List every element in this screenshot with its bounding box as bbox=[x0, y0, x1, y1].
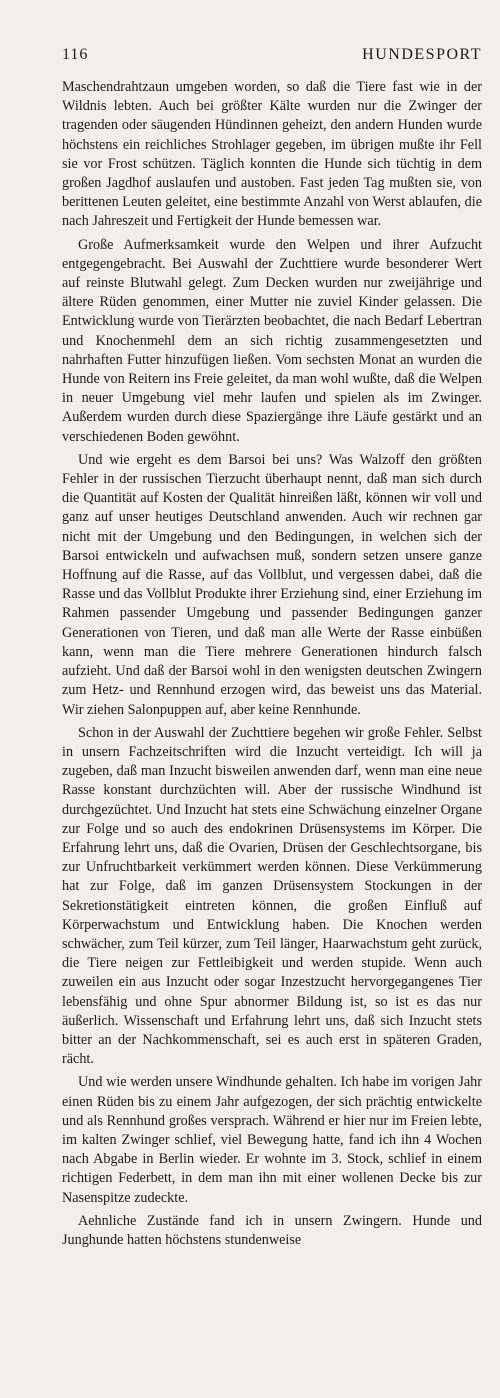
page-header bbox=[62, 46, 482, 68]
page-number: 116 bbox=[62, 46, 89, 63]
body-text bbox=[62, 78, 482, 1254]
paragraph: Aehnliche Zustände fand ich in unsern Zwingern. Hunde und Junghunde hatten höchstens stundenweise bbox=[62, 1212, 482, 1248]
paragraph: Schon in der Auswahl der Zuchttiere begehen wir große Fehler. Selbst in unsern Fachzeitschriften wird die Inzucht verteidigt. Ich will ja zugeben, daß man Inzucht bisweilen anwenden darf, wenn man eine neue Rasse konstant durchzüchten will. Aber der russische Windhund ist durchgezüchtet. Und Inzucht hat stets eine Schwächung einzelner Organe zur Folge und so auch des endokrinen Drüsensystems im Körper. Die Erfahrung lehrt uns, daß die Ovarien, Drüsen der Geschlechtsorgane, bis zur Unfruchtbarkeit verkümmert werden können. Diese Verkümmerung hat zur Folge, daß im ganzen Drüsensystem Stockungen in der Sekretionstätigkeit eintreten können, die großen Einfluß auf Körperwachstum und Entwicklung haben. Die Knochen werden schwächer, zum Teil kürzer, zum Teil länger, Haarwachstum geht zurück, die Tiere neigen zur Fettleibigkeit und werden stupide. Wenn auch zuweilen ein aus Inzucht oder sogar Inzestzucht hervorgegangenes Tier lebensfähig und ohne Spur abnormer Bildung ist, so ist es das nur äußerlich. Wissenschaft und Erfahrung lehrt uns, daß sich Inzucht stets bitter an der Nachkommenschaft, sei es auch erst in späteren Graden, rächt. bbox=[62, 724, 482, 1068]
running-head: HUNDESPORT bbox=[362, 46, 482, 63]
paragraph: Und wie ergeht es dem Barsoi bei uns? Was Walzoff den größten Fehler in der russischen Tierzucht überhaupt nennt, daß man sich durch die Quantität auf Kosten der Qualität hinreißen läßt, können wir voll und ganz auf unser heutiges Deutschland anwenden. Auch wir rechnen gar nicht mit der Umgebung und den Bedingungen, in welchen sich der Barsoi entwickeln und aufwachsen muß, sondern setzen unsere ganze Hoffnung auf die Rasse, auf das Vollblut, und vergessen dabei, daß die Rasse und das Vollblut Produkte ihrer Erziehung sind, einer Erziehung im Rahmen passender Umgebung und passender Bedingungen ganzer Generationen von Tieren, und daß man alle Werte der Rasse einbüßen kann, wenn man die Tiere mehrere Generationen hindurch falsch aufzieht. Und daß der Barsoi wohl in den wenigsten deutschen Zwingern zum Hetz- und Rennhund erzogen wird, das beweist uns das Material. Wir ziehen Salonpuppen auf, aber keine Rennhunde. bbox=[62, 451, 482, 718]
paragraph: Große Aufmerksamkeit wurde den Welpen und ihrer Aufzucht entgegengebracht. Bei Auswahl der Zuchttiere wurde besonderer Wert auf reinste Blutwahl gelegt. Zum Decken wurden nur zweijährige und ältere Rüden genommen, einer Mutter nie zuviel Kinder gelassen. Die Entwicklung wurde von Tierärzten beobachtet, die nach Bedarf Lebertran und Knochenmehl dem an sich richtig zusammengesetzten und nahrhaften Futter hinzufügen ließen. Vom sechsten Monat an wurden die Hunde von Reitern ins Freie geleitet, da man wohl wußte, daß die Welpen in neuer Umgebung viel mehr laufen und spielen als im Zwinger. Außerdem wurden durch diese Spaziergänge ihre Läufe gestärkt und an verschiedenen Boden gewöhnt. bbox=[62, 236, 482, 445]
paragraph: Und wie werden unsere Windhunde gehalten. Ich habe im vorigen Jahr einen Rüden bis zu einem Jahr aufgezogen, der sich prächtig entwickelte und als Rennhund großes versprach. Während er hier nur im Freien lebte, im kalten Zwinger schlief, viel Bewegung hatte, fand ich ihn 4 Wochen nach Abgabe in Berlin wieder. Er wohnte im 3. Stock, schlief in einem richtigen Federbett, in dem man ihn mit einer wollenen Decke bis zur Nasenspitze zudeckte. bbox=[62, 1074, 482, 1206]
paragraph-continued: Maschendrahtzaun umgeben worden, so daß die Tiere fast wie in der Wildnis lebten. Auch bei größter Kälte wurden nur die Zwinger der tragenden oder säugenden Hündinnen geheizt, den andern Hunden wurde höchstens ein reichliches Strohlager gegeben, im übrigen mußte ihr Fell sie vor Frost schützen. Täglich konnten die Hunde sich tüchtig in dem großen Jagdhof auslaufen und austoben. Fast jeden Tag mußten sie, von berittenen Leuten geleitet, eine bestimmte Anzahl von Werst ablaufen, die nach Jahreszeit und Fertigkeit der Hunde bemessen war. bbox=[62, 79, 482, 230]
